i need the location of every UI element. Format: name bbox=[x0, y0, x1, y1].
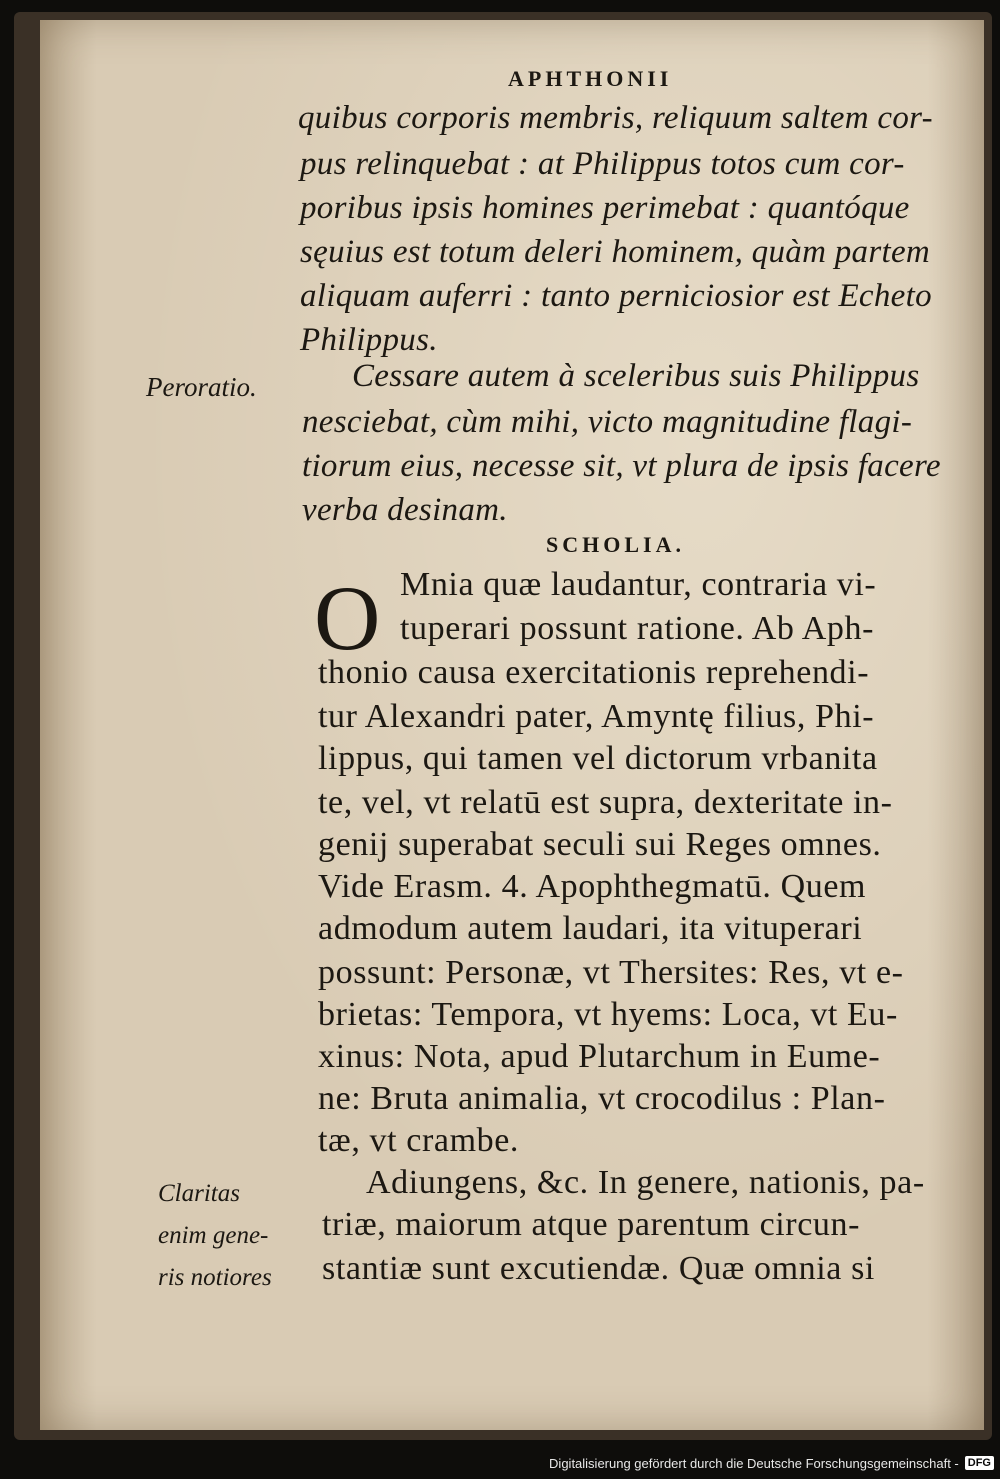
scholia-line: xinus: Nota, apud Plutarchum in Eume- bbox=[318, 1038, 881, 1075]
scholia-line: Mnia quæ laudantur, contraria vi- bbox=[400, 566, 877, 603]
body-line: sęuius est totum deleri hominem, quàm partem bbox=[300, 234, 931, 270]
dfg-logo: DFG bbox=[965, 1456, 994, 1470]
marginal-note-peroratio: Peroratio. bbox=[146, 372, 257, 402]
marginal-note-line: ris notiores bbox=[158, 1264, 272, 1291]
credit-text: Digitalisierung gefördert durch die Deutsche Forschungsgemeinschaft - bbox=[549, 1455, 959, 1471]
body-line: pus relinquebat : at Philippus totos cum cor- bbox=[300, 146, 905, 182]
marginal-note-line: Claritas bbox=[158, 1180, 240, 1207]
digitization-credit bbox=[549, 1450, 994, 1476]
section-heading: SCHOLIA. bbox=[546, 532, 685, 557]
peroratio-line: tiorum eius, necesse sit, vt plura de ipsis facere bbox=[302, 448, 941, 484]
scholia-line: admodum autem laudari, ita vituperari bbox=[318, 910, 863, 947]
scholia-line: tæ, vt crambe. bbox=[318, 1122, 520, 1159]
scholia-line: thonio causa exercitationis reprehendi- bbox=[318, 654, 870, 691]
adiungens-line: stantiæ sunt excutiendæ. Quæ omnia si bbox=[322, 1250, 875, 1287]
scholia-line: ne: Bruta animalia, vt crocodilus : Plan- bbox=[318, 1080, 886, 1117]
body-line: quibus corporis membris, reliquum saltem cor- bbox=[298, 100, 933, 136]
peroratio-line: verba desinam. bbox=[302, 492, 508, 528]
body-line: Philippus. bbox=[300, 322, 438, 358]
body-line: poribus ipsis homines perimebat : quantóque bbox=[300, 190, 910, 226]
running-head: APHTHONII bbox=[508, 66, 673, 91]
marginal-note-line: enim gene- bbox=[158, 1222, 269, 1249]
adiungens-line: Adiungens, &c. In genere, nationis, pa- bbox=[366, 1164, 925, 1201]
scholia-line: tuperari possunt ratione. Ab Aph- bbox=[400, 610, 875, 647]
peroratio-line: Cessare autem à sceleribus suis Philippus bbox=[352, 358, 920, 394]
drop-cap: O bbox=[314, 567, 381, 669]
scholia-line: Vide Erasm. 4. Apophthegmatū. Quem bbox=[318, 868, 867, 905]
body-line: aliquam auferri : tanto perniciosior est Echeto bbox=[300, 278, 932, 314]
scholia-line: brietas: Tempora, vt hyems: Loca, vt Eu- bbox=[318, 996, 898, 1033]
adiungens-line: triæ, maiorum atque parentum circun- bbox=[322, 1206, 861, 1243]
scholia-line: lippus, qui tamen vel dictorum vrbanita bbox=[318, 740, 878, 777]
peroratio-line: nesciebat, cùm mihi, victo magnitudine flagi- bbox=[302, 404, 913, 440]
scholia-line: possunt: Personæ, vt Thersites: Res, vt e- bbox=[318, 954, 904, 991]
scholia-line: te, vel, vt relatū est supra, dexteritate in- bbox=[318, 784, 893, 821]
scholia-line: genij superabat seculi sui Reges omnes. bbox=[318, 826, 882, 863]
scholia-line: tur Alexandri pater, Amyntę filius, Phi- bbox=[318, 698, 875, 735]
